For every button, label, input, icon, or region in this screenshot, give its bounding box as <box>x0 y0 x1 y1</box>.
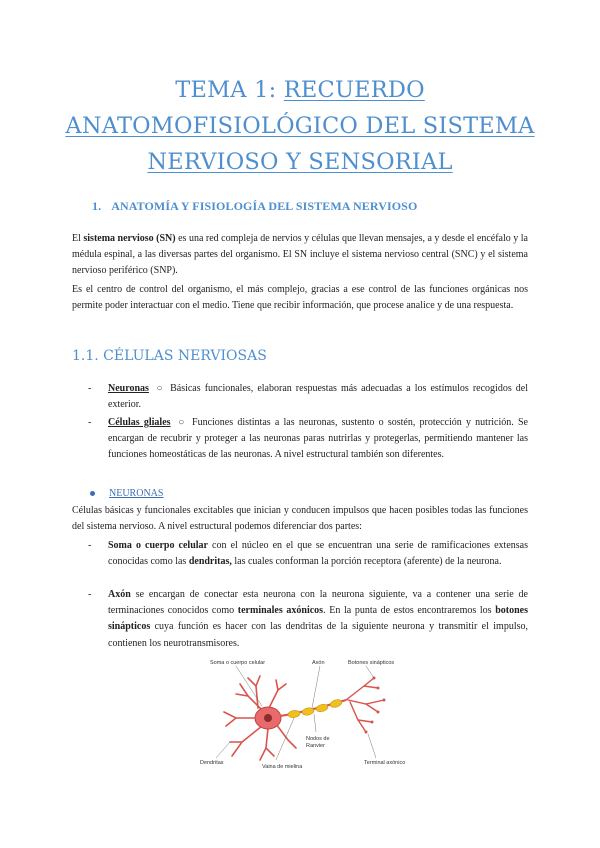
section-1-1-heading: 1.1. CÉLULAS NERVIOSAS <box>72 348 267 364</box>
neuronas-bullet <box>90 488 163 499</box>
label-vaina: Vaina de mielina <box>262 764 303 770</box>
intro-paragraph: El sistema nervioso (SN) es una red compleja de nervios y células que llevan mensajes, a y desde el encéfalo y la médula espinal, a las diversas partes del organismo. El SN incluye el sistema nervioso central (SNC) y el sistema nervioso periférico (SNP). <box>72 233 528 277</box>
circle-bullet-icon: ○ <box>176 417 187 428</box>
title-line3: NERVIOSO Y SENSORIAL <box>147 149 453 175</box>
title-line1: RECUERDO <box>283 77 425 103</box>
list-item-neuronas: - Neuronas ○ Básicas funcionales, elaboran respuestas más adecuadas a los estímulos recogidos del exterior. <box>88 383 528 411</box>
term-celulas-gliales: Células gliales <box>108 417 171 428</box>
bullet-dot-icon <box>90 491 95 496</box>
axon-terminals-shape <box>346 678 384 732</box>
title-prefix: TEMA 1: <box>175 77 284 103</box>
neuronas-label: NEURONAS <box>109 488 164 499</box>
page-title <box>60 72 540 180</box>
list-item-celulas-gliales: - Células gliales ○ Funciones distintas a las neuronas, sustento o sostén, protección y nutrición. Se encargan de recubrir y proteger a las neuronas paras nutrirlas y protegerlas, permitiendo mantener las funciones homeostáticas de las neuronas. A nivel estructural también son diferentes. <box>88 417 528 461</box>
list-item-soma: - Soma o cuerpo celular con el núcleo en el que se encuentran una serie de ramificaciones extensas conocidas como las dendritas, las cuales conforman la porción receptora (aferente) de la neurona. <box>88 540 528 568</box>
neuronas-intro: Células básicas y funcionales excitables que inician y conducen impulsos que hacen posibles todas las funciones del sistema nervioso. A nivel estructural podemos diferenciar dos partes: <box>72 505 528 533</box>
section-1-number: 1. <box>92 199 102 213</box>
label-dendritas: Dendritas <box>200 760 224 766</box>
term-neuronas: Neuronas <box>108 383 149 394</box>
list-item-axon: - Axón se encargan de conectar esta neurona con la neurona siguiente, va a contener una serie de terminaciones conocidos como terminales axónicos. En la punta de estos encontraremos los botones sinápticos cuya función es hacer con las dendritas de la siguiente neurona y transmitir el impulso, contienen los neurotransmisores. <box>88 589 529 649</box>
neuron-diagram <box>196 656 412 780</box>
nucleus-shape <box>264 714 272 722</box>
term-sistema-nervioso: sistema nervioso (SN) <box>83 233 176 244</box>
label-axon: Axón <box>312 660 325 666</box>
label-botones: Botones sinápticos <box>348 660 395 666</box>
label-soma: Soma o cuerpo celular <box>210 660 266 666</box>
label-nodos-2: Ranvier <box>306 743 325 749</box>
section-1-heading <box>92 199 417 214</box>
circle-bullet-icon: ○ <box>154 383 165 394</box>
label-nodos-1: Nodos de <box>306 736 330 742</box>
control-paragraph: Es el centro de control del organismo, el más complejo, gracias a ese control de las funciones orgánicas nos permite poder interactuar con el medio. Tiene que recibir información, que procese analice y de una respuesta. <box>72 284 528 312</box>
label-terminal: Terminal axónico <box>364 760 406 766</box>
title-line2: ANATOMOFISIOLÓGICO DEL SISTEMA <box>65 113 535 139</box>
section-1-title: ANATOMÍA Y FISIOLOGÍA DEL SISTEMA NERVIOSO <box>111 199 418 213</box>
